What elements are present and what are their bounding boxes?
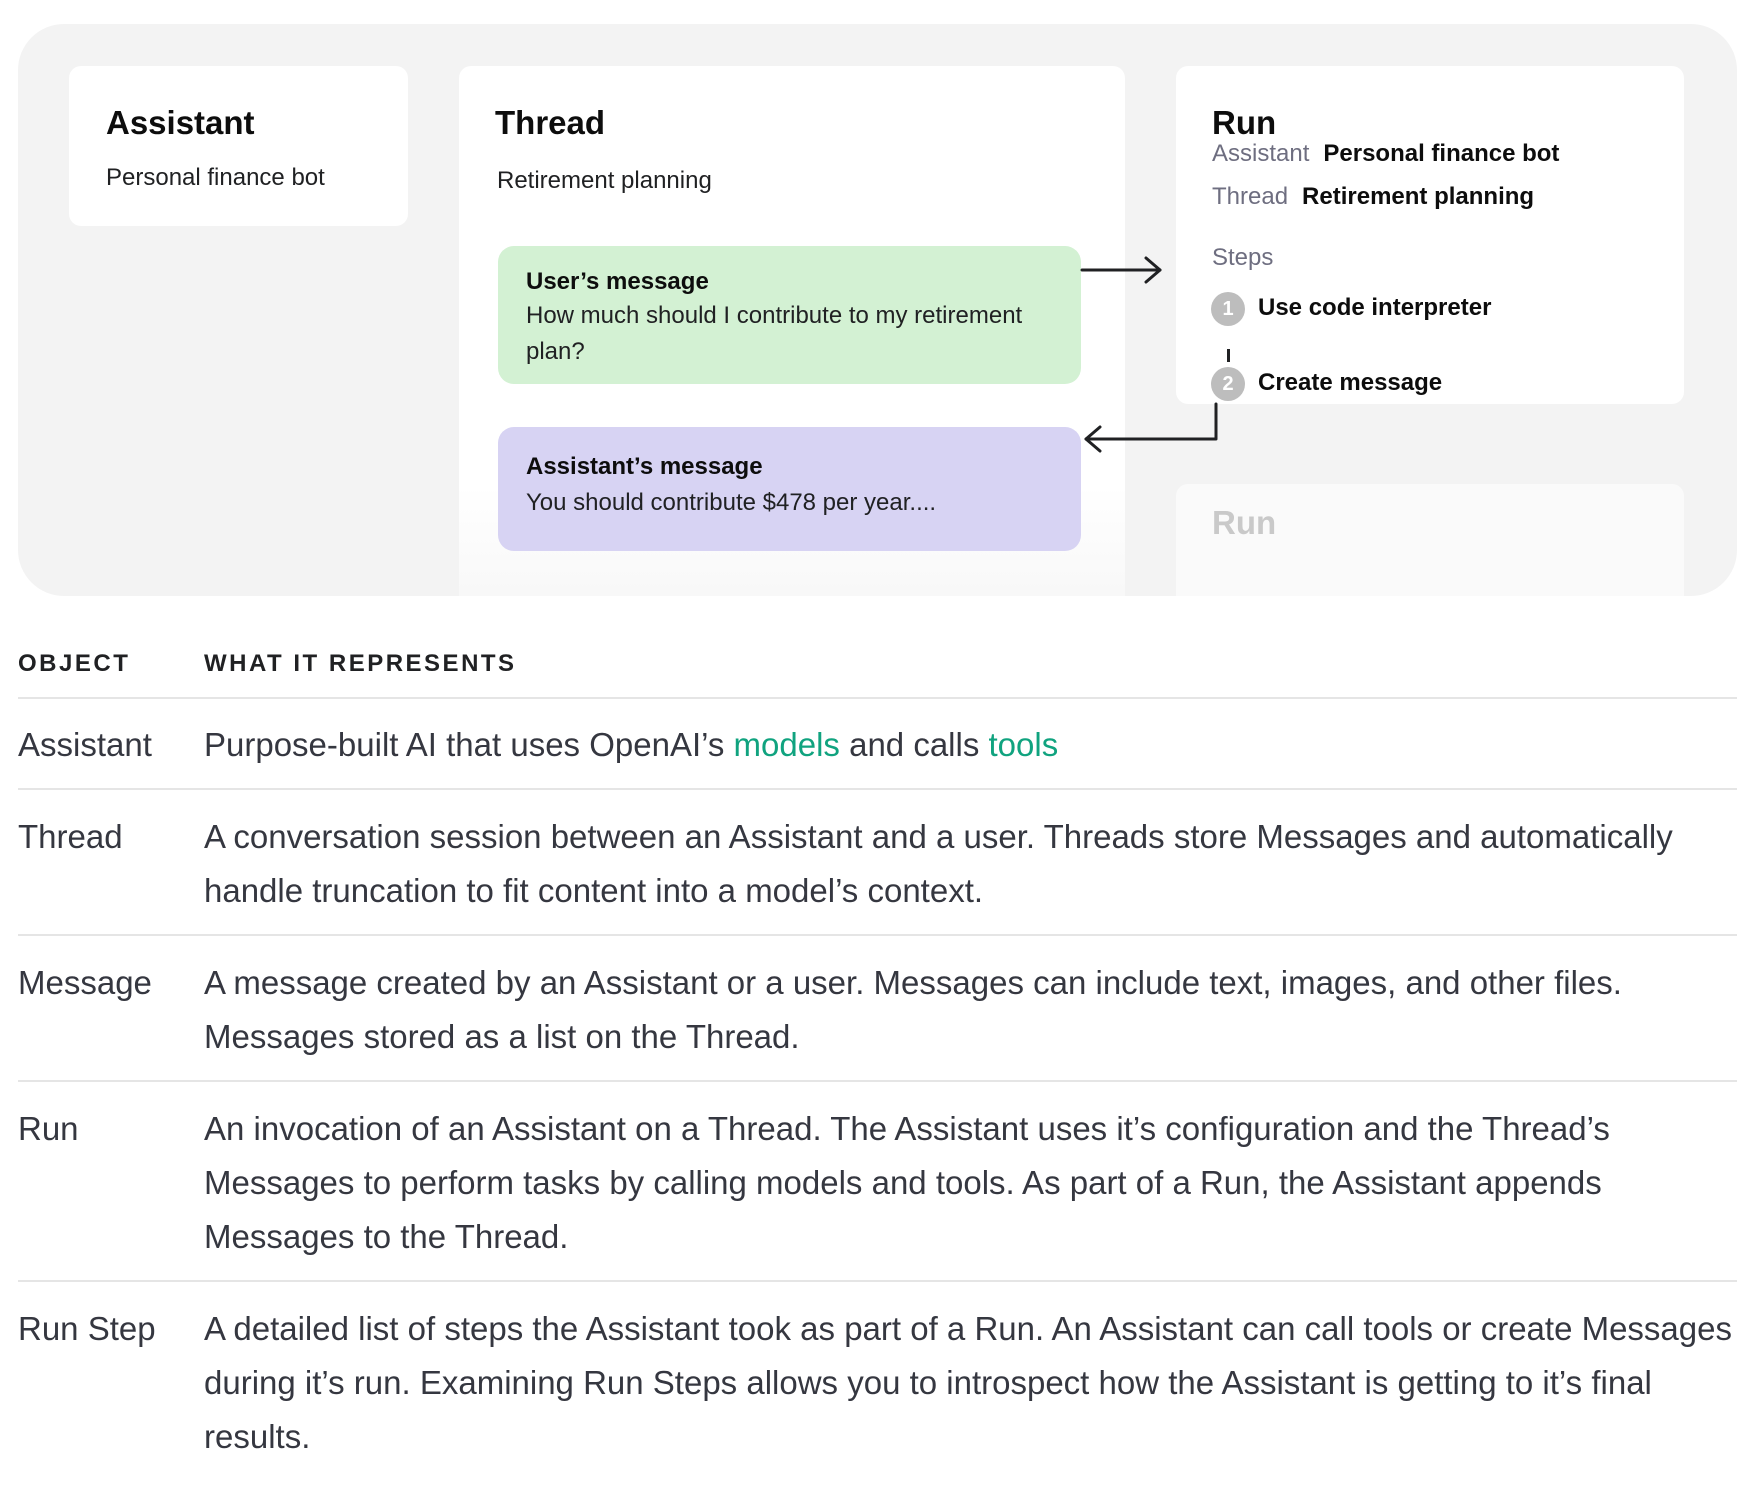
row-divider <box>18 788 1737 790</box>
thread-card-subtitle: Retirement planning <box>497 167 712 194</box>
run-thread-key: Thread <box>1212 183 1289 210</box>
column-header-what-it-represents: WHAT IT REPRESENTS <box>204 650 517 677</box>
row-object-name: Thread <box>18 818 123 855</box>
row-description <box>204 718 1744 772</box>
run-assistant-key: Assistant <box>1212 140 1310 167</box>
row-object-name: Run Step <box>18 1310 156 1347</box>
run-ghost-title: Run <box>1212 504 1277 541</box>
header-divider <box>18 697 1737 699</box>
assistant-message-body: You should contribute $478 per year.... <box>526 489 937 516</box>
flow-arrows <box>18 24 1737 596</box>
assistant-card-title: Assistant <box>106 104 255 141</box>
arrow-thread-to-run <box>1082 258 1160 282</box>
tools-link[interactable]: tools <box>988 726 1059 763</box>
row-description: An invocation of an Assistant on a Thread. The Assistant uses it’s configuration and the Thread’s Messages to perform tasks by calling models and tools. As part of a Run, the Assistant appends Messages to the Thread. <box>204 1110 1610 1255</box>
run-steps-label: Steps <box>1212 244 1274 271</box>
row-divider <box>18 934 1737 936</box>
row-object-name: Assistant <box>18 726 152 763</box>
assistant-card-subtitle: Personal finance bot <box>106 164 325 191</box>
row-divider <box>18 1280 1737 1282</box>
step-label-1: Use code interpreter <box>1258 294 1492 321</box>
assistants-diagram <box>18 24 1737 596</box>
column-header-object: OBJECT <box>18 650 131 677</box>
step-label-2: Create message <box>1258 369 1443 396</box>
row-description: A conversation session between an Assistant and a user. Threads store Messages and automatically handle truncation to fit content into a model’s context. <box>204 818 1673 909</box>
step-number-1: 1 <box>1211 292 1245 326</box>
step-number-2: 2 <box>1211 367 1245 401</box>
row-description: A message created by an Assistant or a user. Messages can include text, images, and other files. Messages stored as a list on the Thread. <box>204 964 1622 1055</box>
row-description-text: and calls <box>839 726 989 763</box>
row-divider <box>18 1080 1737 1082</box>
models-link[interactable]: models <box>733 726 840 763</box>
run-card-title: Run <box>1212 104 1277 141</box>
run-assistant-value: Personal finance bot <box>1323 140 1560 167</box>
run-thread-value: Retirement planning <box>1302 183 1535 210</box>
row-object-name: Message <box>18 964 152 1001</box>
thread-card-title: Thread <box>495 104 606 141</box>
row-description: A detailed list of steps the Assistant took as part of a Run. An Assistant can call tools or create Messages during it’s run. Examining Run Steps allows you to introspect how the Assistant is getting to it’s final results. <box>204 1310 1732 1455</box>
row-object-name: Run <box>18 1110 79 1147</box>
arrow-run-to-thread <box>1086 404 1216 451</box>
user-message-title: User’s message <box>526 268 709 295</box>
row-description-text: Purpose-built AI that uses OpenAI’s <box>204 726 734 763</box>
user-message-body: How much should I contribute to my retirement plan? <box>526 302 1023 365</box>
assistant-message-title: Assistant’s message <box>526 453 763 480</box>
